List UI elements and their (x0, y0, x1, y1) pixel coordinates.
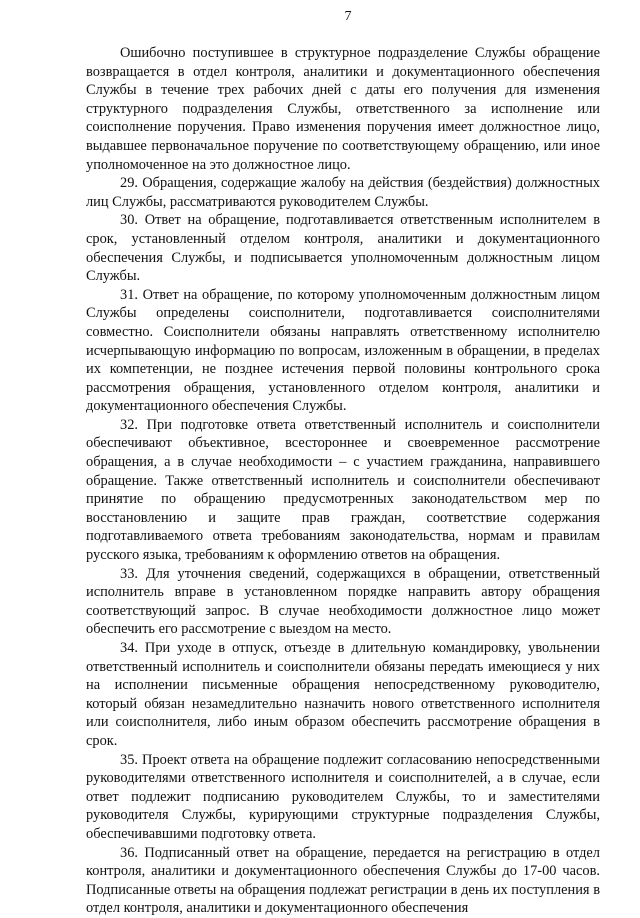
paragraph-29: 29. Обращения, содержащие жалобу на действия (бездействия) должностных лиц Службы, рассматриваются руководителем Службы. (86, 175, 600, 210)
paragraph-32: 32. При подготовке ответа ответственный исполнитель и соисполнители обеспечивают объективное, всестороннее и своевременное рассмотрение обращения, а в случае необходимости – с участием гражданина, направившего обращение. Также ответственный исполнитель и соисполнители обеспечивают принятие по обращению предусмотренных законодательством мер по восстановлению и защите прав граждан, соответствие содержания подготавливаемого ответа требованиям законодательства, нормам и правилам русского языка, требованиям к оформлению ответов на обращения. (86, 416, 600, 564)
paragraph-33: 33. Для уточнения сведений, содержащихся в обращении, ответственный исполнитель вправе в установленном порядке направить автору обращения соответствующий запрос. В случае необходимости должностное лицо может обеспечить его рассмотрение с выездом на место. (86, 565, 600, 638)
paragraph-31: 31. Ответ на обращение, по которому уполномоченным должностным лицом Службы определены соисполнители, подготавливается соисполнителями совместно. Соисполнители обязаны направлять ответственному исполнителю исчерпывающую информацию по вопросам, изложенным в обращении, в пределах их компетенции, не позднее истечения первой половины контрольного срока рассмотрения обращения, установленного отделом контроля, аналитики и документационного обеспечения Службы. (86, 286, 600, 415)
page-number: 7 (344, 9, 352, 24)
paragraph-30: 30. Ответ на обращение, подготавливается ответственным исполнителем в срок, установленный отделом контроля, аналитики и документационного обеспечения Службы, и подписывается уполномоченным должностным лицом Службы. (86, 212, 600, 285)
paragraph-36: 36. Подписанный ответ на обращение, передается на регистрацию в отдел контроля, аналитики и документационного обеспечения Службы до 17-00 часов. Подписанные ответы на обращения подлежат регистрации в день их поступления в отдел контроля, аналитики и документационного обеспечения (86, 844, 600, 917)
paragraph-misdirected-appeal: Ошибочно поступившее в структурное подразделение Службы обращение возвращается в отдел контроля, аналитики и документационного обеспечения Службы в течение трех рабочих дней с даты его получения для изменения структурного подразделения Службы, ответственного за исполнение или соисполнение поручения. Право изменения поручения имеет должностное лицо, выдавшее первоначальное поручение по соответствующему обращению, или иное уполномоченное на это должностное лицо. (86, 45, 600, 173)
paragraph-34: 34. При уходе в отпуск, отъезде в длительную командировку, увольнении ответственный исполнитель и соисполнители обязаны передать имеющиеся у них на исполнении письменные обращения непосредственному руководителю, который обязан незамедлительно назначить нового ответственного исполнителя или соисполнителя, либо иным образом обеспечить рассмотрение обращения в срок. (86, 640, 600, 749)
paragraph-35: 35. Проект ответа на обращение подлежит согласованию непосредственными руководителями ответственного исполнителя и соисполнителей, а в случае, если ответ подлежит подписанию руководителем Службы, то и заместителями руководителя Службы, курирующими структурные подразделения Службы, обеспечивавшими подготовку ответа. (86, 751, 600, 842)
